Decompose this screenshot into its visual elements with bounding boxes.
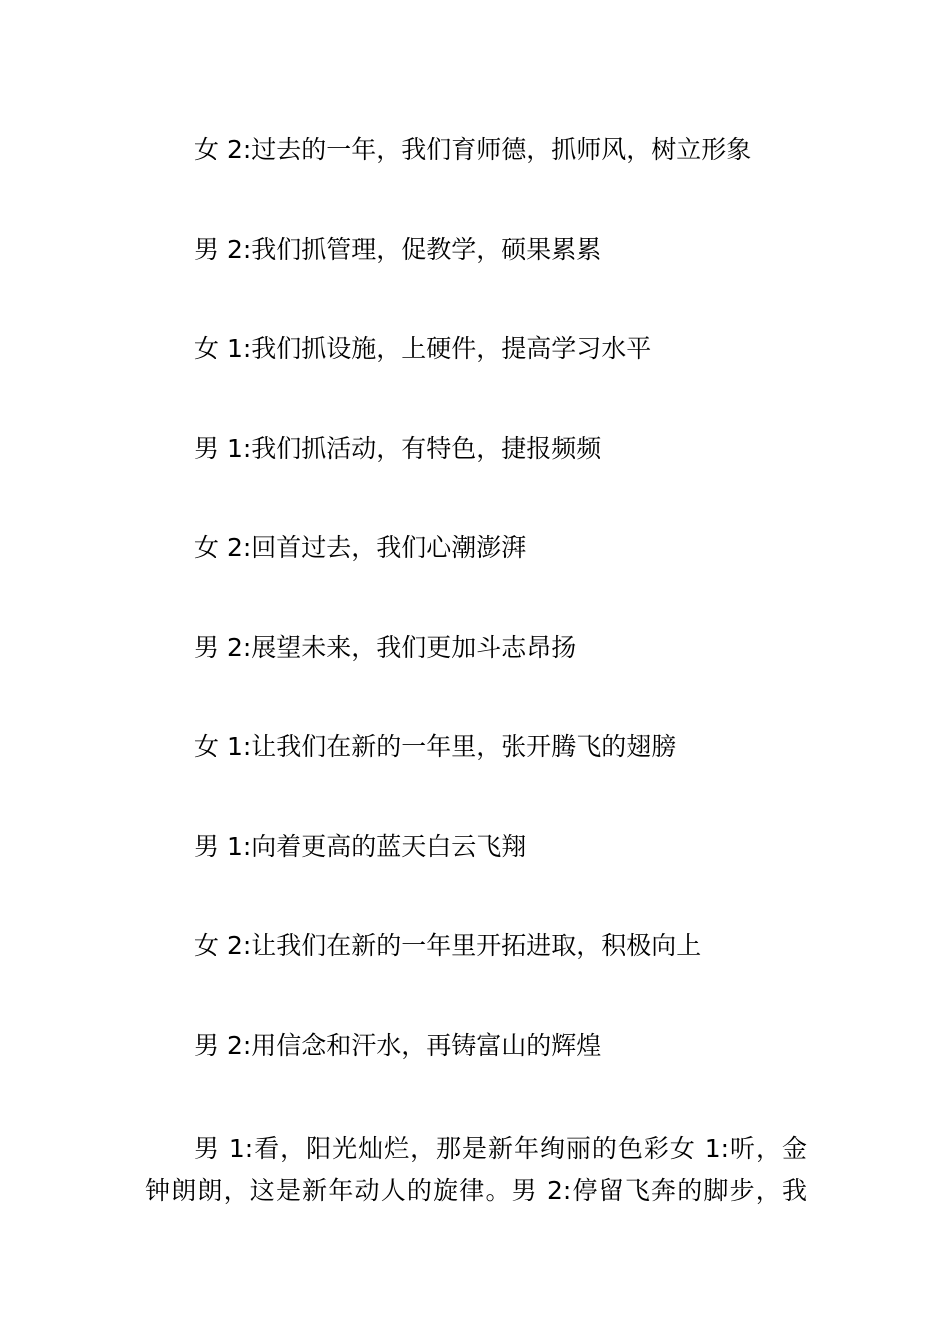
dialogue-line-4: 男 1:我们抓活动，有特色，捷报频频 xyxy=(194,434,602,463)
final-paragraph: 男 1:看，阳光灿烂，那是新年绚丽的色彩女 1:听，金钟朗朗，这是新年动人的旋律。男 2:停留飞奔的脚步，我 xyxy=(145,1134,807,1205)
dialogue-line-8: 男 1:向着更高的蓝天白云飞翔 xyxy=(194,832,527,861)
dialogue-line-7: 女 1:让我们在新的一年里，张开腾飞的翅膀 xyxy=(194,732,677,761)
dialogue-line-6: 男 2:展望未来，我们更加斗志昂扬 xyxy=(194,633,577,662)
dialogue-line-2: 男 2:我们抓管理，促教学，硕果累累 xyxy=(194,235,602,264)
dialogue-line-5: 女 2:回首过去，我们心潮澎湃 xyxy=(194,533,527,562)
dialogue-line-1: 女 2:过去的一年，我们育师德，抓师风，树立形象 xyxy=(194,135,752,164)
dialogue-line-9: 女 2:让我们在新的一年里开拓进取，积极向上 xyxy=(194,931,702,960)
dialogue-line-3: 女 1:我们抓设施，上硬件，提高学习水平 xyxy=(194,334,652,363)
dialogue-line-10: 男 2:用信念和汗水，再铸富山的辉煌 xyxy=(194,1031,602,1060)
